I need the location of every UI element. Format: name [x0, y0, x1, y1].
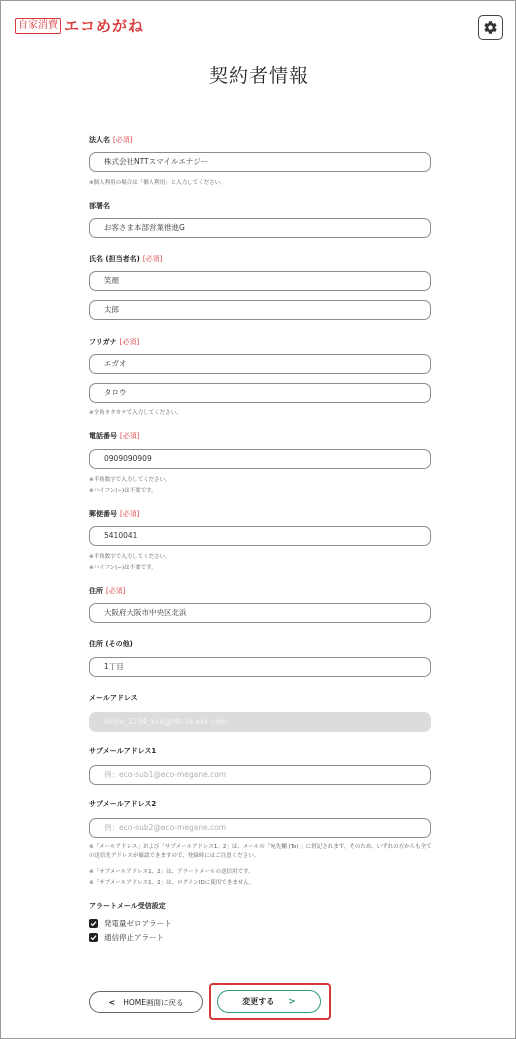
alert-item-label: 通信停止アラート: [104, 933, 164, 942]
page-title: 契約者情報: [208, 65, 309, 87]
alert-settings-label: アラートメール受信設定: [89, 902, 166, 910]
submit-button[interactable]: [217, 990, 321, 1013]
address-other-input[interactable]: 1丁目: [89, 657, 431, 677]
required-mark: [必須]: [142, 255, 163, 263]
required-mark: [必須]: [120, 432, 140, 440]
postal-label: 郵便番号 [必須]: [89, 510, 140, 518]
furigana-label: フリガナ [必須]: [89, 338, 140, 346]
sub-email-note-1: ※「メールアドレス」および「サブメールアドレス1、2」は、メールの「宛先欄 (To) 」に併記されます。そのため、いずれの方からも全ての送信先アドレスが確認できますので、登録時にはご注意ください。: [89, 844, 432, 859]
corp-name-note: ※個人利用の場合は「個人利用」と入力してください。: [89, 180, 226, 186]
required-mark: [必須]: [120, 510, 140, 518]
department-label: 部署名: [89, 202, 110, 210]
back-button-label: HOME画面に戻る: [123, 997, 184, 1007]
department-input[interactable]: お客さま本部営業推進G: [89, 218, 431, 238]
address-label: 住所 [必須]: [89, 587, 126, 595]
furigana-first-input[interactable]: タロウ: [89, 383, 431, 403]
furigana-note: ※全角カタカナで入力してください。: [89, 410, 182, 416]
logo-badge: 自家消費: [15, 18, 61, 34]
phone-note-1: ※半角数字で入力してください。: [89, 477, 171, 483]
name-label: 氏名 (担当者名) [必須]: [89, 255, 163, 263]
sub-email1-input[interactable]: 例：eco-sub1@eco-megane.com: [89, 765, 431, 785]
sub-email-note-3: ※「サブメールアドレス1、2」は、ログインIDに使用できません。: [89, 880, 255, 886]
phone-note-2: ※ハイフン(−)は不要です。: [89, 488, 157, 494]
alert-comm-stop-checkbox[interactable]: [89, 932, 164, 943]
last-name-input[interactable]: 笑顔: [89, 271, 431, 291]
alert-item-label: 発電量ゼロアラート: [104, 919, 172, 928]
required-mark: [必須]: [119, 338, 140, 346]
sub-email1-label: サブメールアドレス1: [89, 747, 157, 755]
corp-name-input[interactable]: 株式会社NTTスマイルエナジー: [89, 152, 431, 172]
postal-input[interactable]: 5410041: [89, 526, 431, 546]
gear-icon: [483, 20, 498, 35]
chevron-right-icon: >: [288, 996, 296, 1007]
sub-email-note-2: ※「サブメールアドレス1、2」は、アラートメールの送信用です。: [89, 869, 254, 875]
checkbox-checked-icon: [89, 933, 98, 942]
corp-name-label: 法人名 [必須]: [89, 136, 133, 144]
postal-note-1: ※半角数字で入力してください。: [89, 554, 171, 560]
address-input[interactable]: 大阪府大阪市中央区北浜: [89, 603, 431, 623]
phone-label: 電話番号 [必須]: [89, 432, 140, 440]
postal-note-2: ※ハイフン(−)は不要です。: [89, 565, 157, 571]
required-mark: [必須]: [106, 587, 126, 595]
address-other-label: 住所 (その他): [89, 640, 133, 648]
chevron-left-icon: <: [108, 997, 116, 1007]
logo-text: エコめがね: [64, 17, 145, 35]
settings-button[interactable]: [478, 15, 503, 40]
first-name-input[interactable]: 太郎: [89, 300, 431, 320]
checkbox-checked-icon: [89, 919, 98, 928]
furigana-last-input[interactable]: エガオ: [89, 354, 431, 374]
required-mark: [必須]: [113, 136, 133, 144]
alert-zero-generation-checkbox[interactable]: [89, 918, 172, 929]
sub-email2-label: サブメールアドレス2: [89, 800, 157, 808]
logo[interactable]: [15, 15, 144, 36]
email-label: メールアドレス: [89, 694, 138, 702]
back-to-home-button[interactable]: [89, 991, 203, 1013]
phone-input[interactable]: 0909090909: [89, 449, 431, 469]
email-input: smile_1234_xxx@ntt.sa.xxx.com: [89, 712, 431, 732]
submit-button-label: 変更する: [242, 997, 275, 1006]
sub-email2-input[interactable]: 例：eco-sub2@eco-megane.com: [89, 818, 431, 838]
